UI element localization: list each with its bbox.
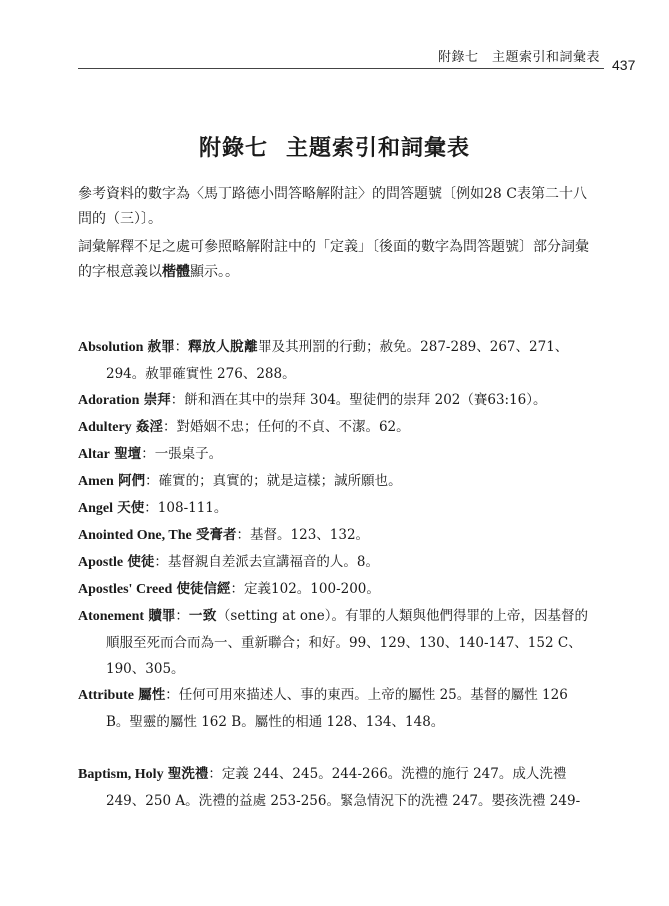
glossary-entry: Baptism, Holy 聖洗禮：定義 244、245。244-266。洗禮的施行 247。成人洗禮 249、250 A。洗禮的益處 253-256。緊急情況下的洗禮 247。嬰孩洗禮 249- (78, 766, 581, 809)
entry-text: 罪及其刑罰的行動；赦免。287-289、267、271、294。赦罪確實性 276、288。 (106, 339, 569, 382)
entry-text: 餅和酒在其中的崇拜 304。聖徒們的崇拜 202（賽63:16）。 (184, 392, 547, 408)
entry-text: 一張桌子。 (154, 446, 223, 462)
entry-term-zh: 赦罪 (147, 339, 175, 355)
section-gap (78, 735, 592, 761)
title-part-2: 主題索引和詞彙表 (286, 135, 471, 161)
entry-term: Angel (78, 501, 113, 516)
intro-paragraph-1: 參考資料的數字為〈馬丁路德小問答略解附註〉的問答題號〔例如28 C表第二十八問的（三）〕。 (78, 186, 587, 227)
glossary-entry: Adoration 崇拜：餅和酒在其中的崇拜 304。聖徒們的崇拜 202（賽63:16）。 (78, 392, 547, 408)
entry-term: Absolution (78, 340, 144, 355)
page-title (0, 131, 669, 162)
entry-text: 確實的；真實的；就是這樣；誠所願也。 (158, 473, 402, 489)
entry-term: Attribute (78, 688, 134, 703)
entry-text: 對婚姻不忠；任何的不貞、不潔。62。 (176, 419, 410, 435)
entry-term: Altar (78, 447, 110, 462)
entry-term: Adoration (78, 393, 140, 408)
entry-term: Adultery (78, 420, 132, 435)
glossary-entry: Apostles' Creed 使徒信經：定義102。100-200。 (78, 581, 380, 597)
entry-text: 108-111。 (157, 500, 228, 516)
entry-term-zh: 姦淫 (135, 419, 163, 435)
glossary-entry: Anointed One, The 受膏者：基督。123、132。 (78, 527, 370, 543)
glossary-entry: Absolution 赦罪：釋放人脫離罪及其刑罰的行動；赦免。287-289、267、271、294。赦罪確實性 276、288。 (78, 339, 569, 382)
entry-text: （setting at one）。有罪的人類與他們得罪的上帝，因基督的順服至死而合而為一、重新聯合；和好。99、129、130、140-147、152 C、190、305。 (106, 608, 588, 677)
entry-term-zh: 受膏者 (196, 527, 237, 543)
intro-p2-after: 顯示。。 (190, 264, 239, 280)
entry-term: Apostles' Creed (78, 582, 173, 597)
glossary-entry: Attribute 屬性：任何可用來描述人、事的東西。上帝的屬性 25。基督的屬性 126 B。聖靈的屬性 162 B。屬性的相通 128、134、148。 (78, 687, 568, 730)
glossary-entries (78, 334, 592, 814)
entry-term: Amen (78, 474, 114, 489)
glossary-entry: Apostle 使徒：基督親自差派去宣講福音的人。8。 (78, 554, 380, 570)
entry-gloss: 釋放人脫離 (188, 339, 259, 355)
entry-text: 基督。123、132。 (250, 527, 370, 543)
glossary-entry: Altar 聖壇：一張桌子。 (78, 446, 223, 462)
entry-term-zh: 聖壇 (114, 446, 142, 462)
entry-term-zh: 崇拜 (143, 392, 171, 408)
entry-term-zh: 阿們 (118, 473, 146, 489)
intro (78, 182, 592, 288)
entry-term-zh: 聖洗禮 (167, 766, 209, 782)
entries-section-b (78, 761, 592, 814)
title-part-1: 附錄七 (198, 135, 268, 161)
glossary-entry: Adultery 姦淫：對婚姻不忠；任何的不貞、不潔。62。 (78, 419, 410, 435)
entry-term-zh: 使徒 (127, 554, 155, 570)
glossary-entry: Amen 阿們：確實的；真實的；就是這樣；誠所願也。 (78, 473, 402, 489)
header-rule (78, 68, 604, 69)
entry-text: 基督親自差派去宣講福音的人。8。 (167, 554, 380, 570)
entry-term: Apostle (78, 555, 124, 570)
intro-p2-before: 詞彙解釋不足之處可參照略解附註中的「定義」〔後面的數字為問答題號〕部分詞彙的字根意義以 (78, 239, 589, 280)
glossary-entry: Angel 天使：108-111。 (78, 500, 228, 516)
entry-term-zh: 使徒信經 (176, 581, 231, 597)
intro-paragraph-2 (78, 235, 592, 285)
entry-gloss: 一致 (188, 608, 217, 624)
entry-term-zh: 天使 (117, 500, 145, 516)
entries-section-a (78, 334, 592, 735)
entry-text: 定義 244、245。244-266。洗禮的施行 247。成人洗禮 249、250 A。洗禮的益處 253-256。緊急情況下的洗禮 247。嬰孩洗禮 249- (106, 766, 581, 809)
glossary-entry: Atonement 贖罪：一致（setting at one）。有罪的人類與他們得罪的上帝，因基督的順服至死而合而為一、重新聯合；和好。99、129、130、140-147、152 C、190、305。 (78, 608, 588, 677)
entry-term-zh: 屬性 (138, 687, 166, 703)
entry-term: Anointed One, The (78, 528, 192, 543)
entry-term: Baptism, Holy (78, 767, 164, 782)
running-header: 附錄七 主題索引和詞彙表 (437, 50, 600, 65)
entry-term: Atonement (78, 609, 145, 624)
page-number: 437 (612, 57, 636, 73)
entry-text: 定義102。100-200。 (244, 581, 380, 597)
intro-p2-em: 楷體 (162, 264, 190, 280)
entry-text: 任何可用來描述人、事的東西。上帝的屬性 25。基督的屬性 126 B。聖靈的屬性 162 B。屬性的相通 128、134、148。 (106, 687, 568, 730)
entry-term-zh: 贖罪 (148, 608, 176, 624)
